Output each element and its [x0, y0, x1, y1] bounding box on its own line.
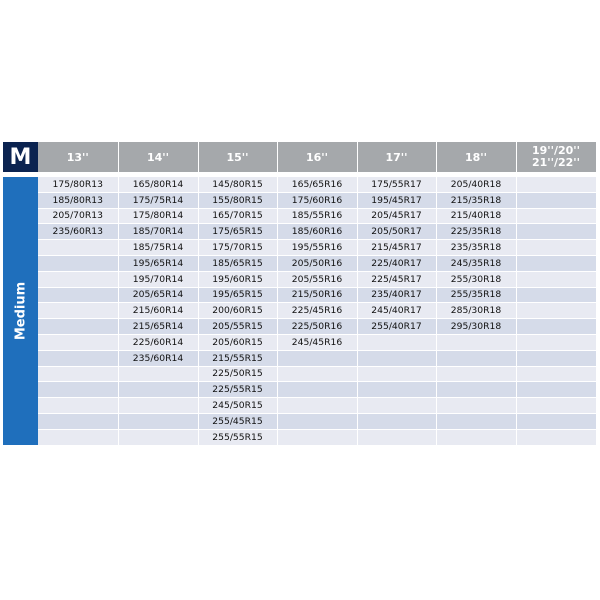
tire-size-cell: 205/50R16: [277, 255, 357, 271]
tire-size-cell: 195/70R14: [118, 271, 198, 287]
tire-size-cell: 245/50R15: [198, 398, 277, 414]
tire-size-cell: [357, 413, 436, 429]
tire-size-cell: 245/35R18: [436, 255, 516, 271]
tire-size-cell: [38, 429, 118, 445]
tire-size-cell: 255/55R15: [198, 429, 277, 445]
tire-size-cell: [516, 303, 596, 319]
tire-size-cell: 165/65R16: [277, 177, 357, 192]
tire-size-cell: 245/45R16: [277, 334, 357, 350]
tire-size-cell: [357, 382, 436, 398]
tire-size-cell: 185/80R13: [38, 192, 118, 208]
tire-size-cell: 215/45R17: [357, 240, 436, 256]
tire-size-cell: [277, 350, 357, 366]
tire-size-cell: [38, 413, 118, 429]
tire-size-cell: [436, 382, 516, 398]
tire-size-cell: [516, 334, 596, 350]
tire-size-cell: 205/65R14: [118, 287, 198, 303]
table-row: [3, 224, 596, 240]
table-row: [3, 287, 596, 303]
category-side-label: [3, 177, 38, 445]
column-header-17: 17'': [357, 142, 436, 172]
tire-size-cell: [516, 208, 596, 224]
tire-size-table: [3, 142, 597, 446]
table-row: [3, 413, 596, 429]
tire-size-cell: [38, 303, 118, 319]
tire-size-cell: [277, 398, 357, 414]
tire-size-cell: 155/80R15: [198, 192, 277, 208]
tire-size-cell: 185/65R15: [198, 255, 277, 271]
tire-size-cell: [516, 271, 596, 287]
header-row: [3, 142, 596, 172]
tire-size-cell: 255/35R18: [436, 287, 516, 303]
tire-size-cell: 225/40R17: [357, 255, 436, 271]
tire-size-cell: 295/30R18: [436, 319, 516, 335]
tire-size-cell: 205/50R17: [357, 224, 436, 240]
tire-size-cell: 205/70R13: [38, 208, 118, 224]
tire-size-cell: 205/60R15: [198, 334, 277, 350]
tire-size-cell: [436, 334, 516, 350]
table-row: [3, 350, 596, 366]
tire-size-cell: [118, 382, 198, 398]
table-row: [3, 192, 596, 208]
category-badge: M: [3, 142, 38, 172]
column-header-15: 15'': [198, 142, 277, 172]
column-header-19-20: 19''/20'': [531, 144, 581, 157]
tire-size-cell: [516, 319, 596, 335]
tire-size-cell: [38, 271, 118, 287]
tire-size-cell: 235/60R14: [118, 350, 198, 366]
table-row: [3, 398, 596, 414]
table-row: [3, 255, 596, 271]
tire-size-cell: [436, 350, 516, 366]
tire-size-cell: 285/30R18: [436, 303, 516, 319]
table-row: [3, 334, 596, 350]
tire-size-cell: 215/55R15: [198, 350, 277, 366]
tire-size-cell: 225/45R16: [277, 303, 357, 319]
tire-size-cell: [118, 366, 198, 382]
tire-size-cell: 255/30R18: [436, 271, 516, 287]
tire-size-cell: [357, 350, 436, 366]
tire-size-cell: [277, 429, 357, 445]
tire-size-cell: 225/60R14: [118, 334, 198, 350]
tire-size-cell: 175/80R14: [118, 208, 198, 224]
tire-size-cell: 225/50R15: [198, 366, 277, 382]
tire-size-cell: [118, 413, 198, 429]
tire-size-cell: 165/70R15: [198, 208, 277, 224]
table-row: [3, 240, 596, 256]
tire-size-cell: [118, 398, 198, 414]
tire-size-cell: 195/45R17: [357, 192, 436, 208]
tire-size-cell: 215/50R16: [277, 287, 357, 303]
tire-size-cell: 225/45R17: [357, 271, 436, 287]
tire-size-cell: [277, 366, 357, 382]
tire-size-cell: 215/40R18: [436, 208, 516, 224]
tire-size-cell: [516, 413, 596, 429]
tire-size-cell: [436, 398, 516, 414]
column-header-14: 14'': [118, 142, 198, 172]
tire-size-cell: [38, 334, 118, 350]
tire-size-cell: 175/65R15: [198, 224, 277, 240]
tire-size-cell: 175/60R16: [277, 192, 357, 208]
column-header-18: 18'': [436, 142, 516, 172]
tire-size-cell: 205/45R17: [357, 208, 436, 224]
tire-size-cell: 185/70R14: [118, 224, 198, 240]
tire-size-cell: 255/45R15: [198, 413, 277, 429]
tire-size-cell: 175/80R13: [38, 177, 118, 192]
tire-size-cell: 235/40R17: [357, 287, 436, 303]
tire-size-cell: [38, 319, 118, 335]
tire-size-cell: [357, 398, 436, 414]
tire-size-cell: 215/60R14: [118, 303, 198, 319]
tire-size-cell: [436, 413, 516, 429]
tire-size-cell: 225/50R16: [277, 319, 357, 335]
tire-size-cell: 185/75R14: [118, 240, 198, 256]
tire-size-cell: [516, 398, 596, 414]
tire-size-cell: [357, 429, 436, 445]
tire-size-cell: 255/40R17: [357, 319, 436, 335]
table-row: [3, 177, 596, 192]
tire-size-cell: [516, 429, 596, 445]
tire-size-cell: 165/80R14: [118, 177, 198, 192]
tire-size-cell: 175/70R15: [198, 240, 277, 256]
tire-size-cell: 195/65R15: [198, 287, 277, 303]
tire-size-cell: 185/55R16: [277, 208, 357, 224]
column-header-13: 13'': [38, 142, 118, 172]
table-row: [3, 429, 596, 445]
tire-size-cell: [277, 413, 357, 429]
tire-size-cell: [436, 429, 516, 445]
tire-size-cell: [38, 240, 118, 256]
tire-size-cell: [516, 192, 596, 208]
column-header-16: 16'': [277, 142, 357, 172]
tire-size-cell: [38, 366, 118, 382]
tire-size-cell: 235/60R13: [38, 224, 118, 240]
tire-size-cell: [516, 255, 596, 271]
tire-size-cell: 195/60R15: [198, 271, 277, 287]
tire-size-cell: 215/35R18: [436, 192, 516, 208]
table-row: [3, 382, 596, 398]
tire-size-cell: 215/65R14: [118, 319, 198, 335]
table-row: [3, 366, 596, 382]
tire-size-cell: [436, 366, 516, 382]
table-row: [3, 303, 596, 319]
table-row: [3, 271, 596, 287]
tire-size-cell: 145/80R15: [198, 177, 277, 192]
tire-size-cell: [357, 366, 436, 382]
table-row: [3, 319, 596, 335]
tire-size-cell: 175/55R17: [357, 177, 436, 192]
tire-size-cell: [357, 334, 436, 350]
column-header-19-22: [516, 142, 596, 172]
tire-size-cell: [516, 350, 596, 366]
tire-size-cell: 200/60R15: [198, 303, 277, 319]
tire-size-cell: 185/60R16: [277, 224, 357, 240]
tire-size-cell: 225/35R18: [436, 224, 516, 240]
tire-size-cell: [38, 398, 118, 414]
tire-size-cell: [38, 255, 118, 271]
tire-size-cell: [516, 224, 596, 240]
column-header-21-22: 21''/22'': [531, 156, 581, 169]
tire-size-cell: 195/55R16: [277, 240, 357, 256]
tire-size-cell: 225/55R15: [198, 382, 277, 398]
table-row: [3, 208, 596, 224]
tire-size-cell: [516, 382, 596, 398]
tire-size-cell: [516, 177, 596, 192]
tire-size-cell: 235/35R18: [436, 240, 516, 256]
tire-size-cell: 205/55R16: [277, 271, 357, 287]
tire-size-cell: [38, 350, 118, 366]
tire-size-cell: 205/40R18: [436, 177, 516, 192]
category-label: Medium: [13, 281, 28, 341]
tire-size-cell: [516, 287, 596, 303]
tire-size-cell: [516, 366, 596, 382]
tire-size-cell: 195/65R14: [118, 255, 198, 271]
tire-size-cell: 205/55R15: [198, 319, 277, 335]
tire-size-cell: [38, 287, 118, 303]
table-body: [3, 177, 596, 445]
tire-size-cell: [277, 382, 357, 398]
tire-size-cell: [516, 240, 596, 256]
tire-size-cell: [118, 429, 198, 445]
tire-size-cell: 245/40R17: [357, 303, 436, 319]
tire-size-cell: 175/75R14: [118, 192, 198, 208]
tire-size-cell: [38, 382, 118, 398]
